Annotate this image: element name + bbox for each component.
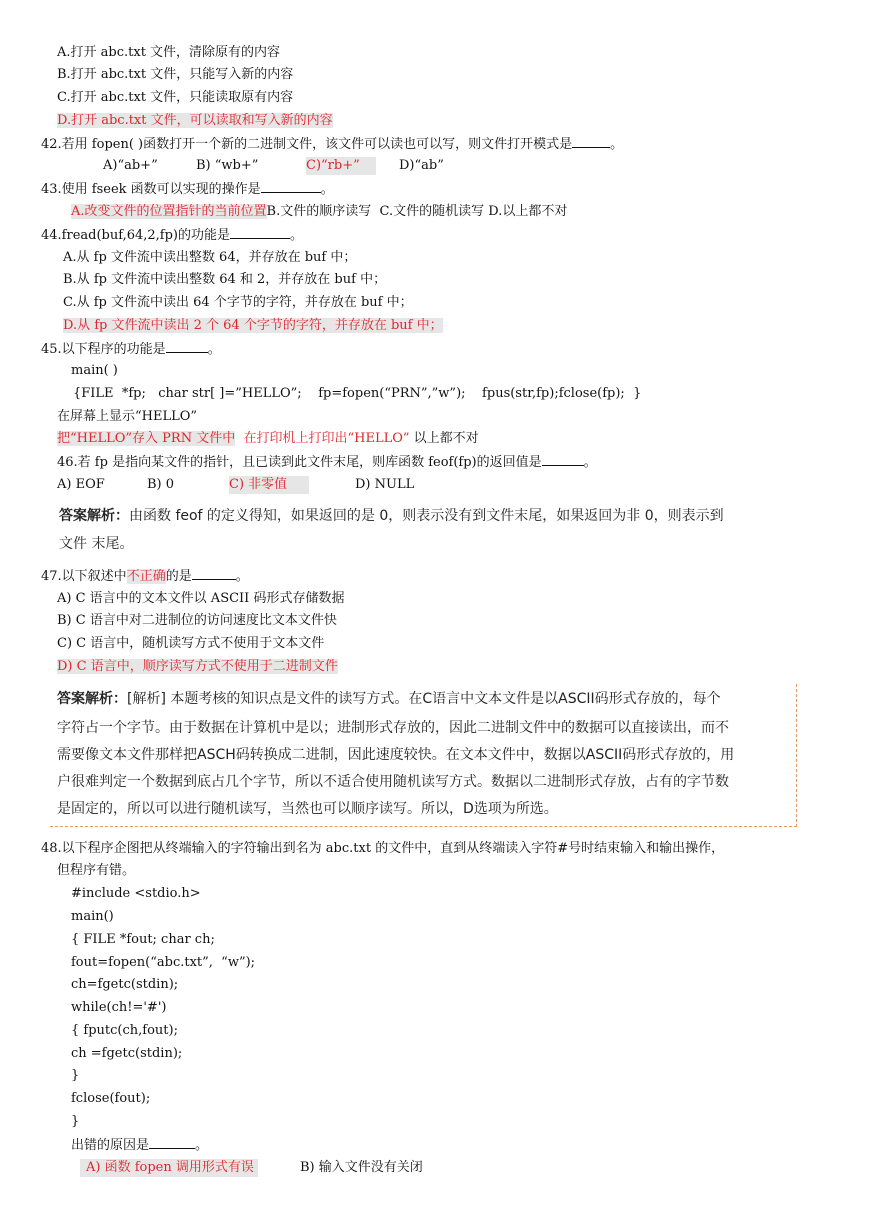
q48-reason-text: 出错的原因是 [71, 1138, 150, 1153]
q46-explanation-line-2: 文件 末尾。 [59, 536, 134, 552]
q42-stem [41, 135, 623, 154]
q41-option-a: A.打开 abc.txt 文件，清除原有的内容 [57, 45, 281, 60]
q45-stem-end: 。 [207, 342, 221, 357]
q42-option-d: D)“ab” [399, 158, 444, 173]
q47-option-c: C) C 语言中，随机读写方式不使用于文本文件 [57, 636, 325, 651]
q42-blank [572, 135, 610, 148]
q44-answer: D.从 fp 文件流中读出 2 个 64 个字节的字符，并存放在 buf 中； [63, 318, 443, 333]
q48-code-line: { FILE *fout; char ch; [71, 932, 215, 947]
q44-blank [230, 226, 290, 239]
q46-explanation-label: 答案解析： [59, 508, 129, 524]
q46-explanation-text: 由函数 feof 的定义得知，如果返回的是 0，则表示没有到文件末尾，如果返回为非 0，则表示到 [129, 508, 724, 524]
q45-option-d: 以上都不对 [413, 431, 479, 446]
q48-code-line: #include <stdio.h> [71, 886, 201, 901]
q47-explanation-text-1: [解析] 本题考核的知识点是文件的读写方式。在C语言中文本文件是以ASCII码形式存放的，每个 [127, 691, 721, 707]
q45-answer: 把“HELLO”存入 PRN 文件中 [57, 431, 236, 446]
q47-blank [192, 567, 236, 580]
q48-code-line: main() [71, 909, 114, 924]
q43-other-options: B.文件的顺序读写 C.文件的随机读写 D.以上都不对 [266, 204, 568, 219]
q45-options [57, 430, 479, 448]
q46-answer: C) 非零值 [229, 476, 309, 494]
q43-blank [261, 180, 321, 193]
q47-stem-post: 的是 [165, 569, 192, 584]
q48-reason [71, 1136, 208, 1155]
q48-code-line: ch =fgetc(stdin); [71, 1046, 183, 1061]
q48-option-b: B) 输入文件没有关闭 [300, 1160, 423, 1175]
q47-explanation-line-1 [57, 686, 721, 712]
q46-blank [542, 453, 584, 466]
q41-option-d [57, 112, 333, 130]
q43-options [71, 203, 567, 221]
q47-explanation-label: 答案解析： [57, 691, 127, 707]
q48-code-line: while(ch!='#') [71, 1000, 167, 1015]
q43-stem [41, 180, 334, 199]
q46-option-d: D) NULL [355, 477, 415, 492]
q41-option-c: C.打开 abc.txt 文件，只能读取原有内容 [57, 90, 294, 105]
q46-stem [57, 453, 597, 472]
q47-stem-pre: 47.以下叙述中 [41, 569, 127, 584]
q48-stem-line-1: 48.以下程序企图把从终端输入的字符输出到名为 abc.txt 的文件中，直到从终端读入字符#号时结束输入和输出操作， [41, 841, 725, 856]
q44-stem-text: 44.fread(buf,64,2,fp)的功能是 [41, 228, 230, 243]
q44-stem [41, 226, 303, 245]
q42-stem-text: 42.若用 fopen( )函数打开一个新的二进制文件，该文件可以读也可以写，则文件打开模式是 [41, 137, 573, 152]
q45-stem-text: 45.以下程序的功能是 [41, 342, 166, 357]
q44-option-d [63, 317, 443, 335]
q44-option-c: C.从 fp 文件流中读出 64 个字节的字符，并存放在 buf 中； [63, 295, 413, 310]
q48-code-line: fout=fopen(“abc.txt”, “w”); [71, 955, 256, 970]
q47-option-b: B) C 语言中对二进制位的访问速度比文本文件快 [57, 613, 337, 628]
q48-answer: A) 函数 fopen 调用形式有误 [80, 1159, 258, 1177]
q46-explanation-line-1 [59, 503, 724, 529]
q46-stem-text: 46.若 fp 是指向某文件的指针，且已读到此文件末尾，则库函数 feof(fp)的返回值是 [57, 455, 542, 470]
q42-answer: C)“rb+” [306, 157, 376, 175]
q42-stem-end: 。 [610, 137, 624, 152]
q47-stem-end: 。 [235, 569, 249, 584]
q42-option-b: B) “wb+” [196, 158, 259, 173]
q47-explanation-line-5: 是固定的，所以可以进行随机读写，当然也可以顺序读写。所以，D选项为所选。 [57, 801, 558, 817]
q47-explanation-line-4: 户很难判定一个数据到底占几个字节，所以不适合使用随机读写方式。数据以二进制形式存放，占有的字节数 [57, 774, 729, 790]
q48-code-line: { fputc(ch,fout); [71, 1023, 178, 1038]
q48-code-line: ch=fgetc(stdin); [71, 977, 179, 992]
q48-reason-end: 。 [195, 1138, 209, 1153]
q45-code-line-2: {FILE *fp; char str[ ]=”HELLO”; fp=fopen(“PRN”,”w”); fpus(str,fp);fclose(fp); } [73, 386, 642, 401]
q48-blank [149, 1136, 195, 1149]
q47-answer: D) C 语言中，顺序读写方式不使用于二进制文件 [57, 659, 338, 674]
q41-answer: D.打开 abc.txt 文件，可以读取和写入新的内容 [57, 113, 333, 128]
q43-answer: A.改变文件的位置指针的当前位置 [71, 204, 267, 219]
q44-stem-end: 。 [290, 228, 304, 243]
q48-code-line: fclose(fout); [71, 1091, 151, 1106]
q46-option-b: B) 0 [147, 477, 175, 492]
q47-explanation-line-2: 字符占一个字节。由于数据在计算机中是以；进制形式存放的，因此二进制文件中的数据可以直接读出，而不 [57, 720, 729, 736]
q41-option-b: B.打开 abc.txt 文件，只能写入新的内容 [57, 67, 294, 82]
q46-stem-end: 。 [583, 455, 597, 470]
q45-code-line-1: main( ) [71, 363, 118, 378]
q45-option-a: 在屏幕上显示“HELLO” [57, 409, 198, 424]
q43-stem-end: 。 [320, 182, 334, 197]
q46-option-a: A) EOF [57, 477, 105, 492]
q48-code-line: } [71, 1114, 80, 1129]
q45-stem [41, 340, 221, 359]
q47-stem-emphasis: 不正确 [126, 569, 166, 584]
q43-stem-text: 43.使用 fseek 函数可以实现的操作是 [41, 182, 261, 197]
q44-option-a: A.从 fp 文件流中读出整数 64，并存放在 buf 中； [63, 250, 357, 265]
q47-stem [41, 567, 249, 586]
q45-option-c: 在打印机上打印出“HELLO” [243, 431, 410, 446]
q48-stem-line-2: 但程序有错。 [57, 863, 136, 878]
q47-option-d [57, 658, 338, 676]
q47-explanation-line-3: 需要像文本文件那样把ASCH码转换成二进制，因此速度较快。在文本文件中，数据以ASCII码形式存放的，用 [57, 747, 735, 763]
q44-option-b: B.从 fp 文件流中读出整数 64 和 2，并存放在 buf 中； [63, 272, 387, 287]
q47-option-a: A) C 语言中的文本文件以 ASCII 码形式存储数据 [57, 591, 345, 606]
q45-blank [166, 340, 208, 353]
q48-code-line: } [71, 1068, 80, 1083]
q42-option-a: A)“ab+” [103, 158, 158, 173]
